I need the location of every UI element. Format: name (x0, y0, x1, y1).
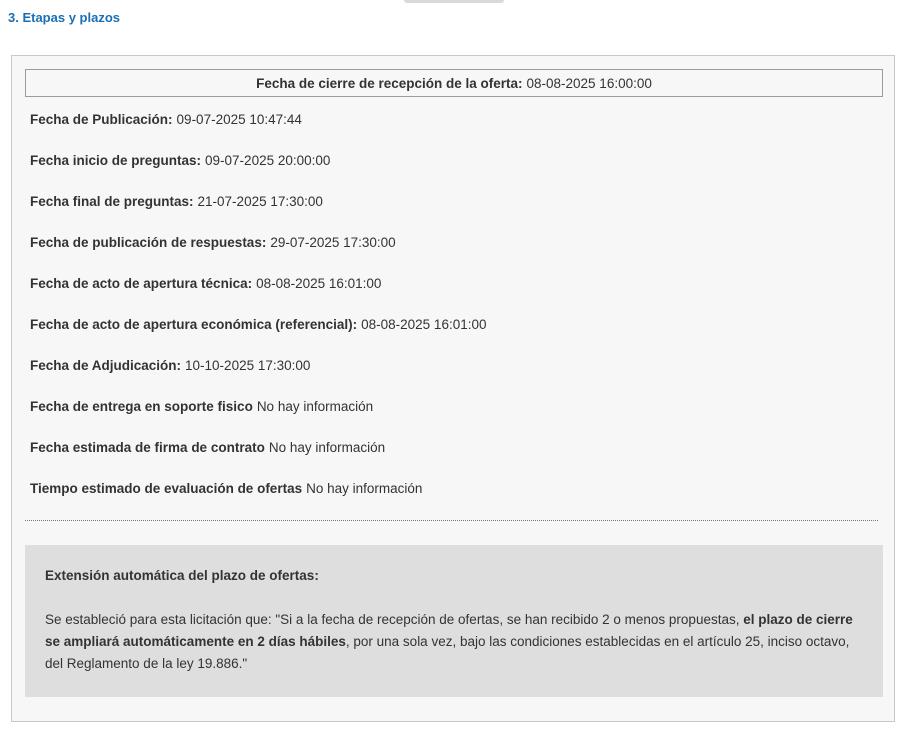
closing-date-box (25, 69, 883, 97)
date-label: Fecha de Publicación: (30, 112, 173, 127)
date-value: 21-07-2025 17:30:00 (197, 194, 323, 209)
date-label: Fecha final de preguntas: (30, 194, 194, 209)
date-value: 08-08-2025 16:01:00 (256, 276, 382, 291)
section-title: 3. Etapas y plazos (8, 10, 120, 25)
date-label: Fecha inicio de preguntas: (30, 153, 202, 168)
date-label: Tiempo estimado de evaluación de ofertas (30, 481, 303, 496)
extension-title: Extensión automática del plazo de ofertas: (45, 568, 319, 583)
date-label: Fecha de entrega en soporte fisico (30, 399, 253, 414)
extension-text-start: Se estableció para esta licitación que: "Si a la fecha de recepción de ofertas, se han recibido 2 o menos propuestas, (45, 612, 744, 627)
date-row-contract-signing (30, 439, 486, 480)
extension-text (45, 609, 863, 675)
date-value: 08-08-2025 16:01:00 (361, 317, 487, 332)
date-label: Fecha estimada de firma de contrato (30, 440, 265, 455)
date-value: 09-07-2025 20:00:00 (205, 153, 331, 168)
date-value: 29-07-2025 17:30:00 (270, 235, 396, 250)
date-row-economic-opening (30, 316, 486, 357)
date-label: Fecha de Adjudicación: (30, 358, 182, 373)
date-label: Fecha de acto de apertura económica (referencial): (30, 317, 358, 332)
date-row-award (30, 357, 486, 398)
dates-list (30, 111, 486, 521)
date-row-questions-start (30, 152, 486, 193)
date-row-evaluation-time (30, 480, 486, 521)
date-value: No hay información (306, 481, 423, 496)
date-value: No hay información (268, 440, 386, 455)
extension-text-end: , por una sola vez, bajo las condiciones establecidas en el artículo 25, inciso octavo, del Reglamento de la ley 19.886." (45, 634, 850, 671)
date-row-technical-opening (30, 275, 486, 316)
date-label: Fecha de publicación de respuestas: (30, 235, 267, 250)
closing-date-value: 08-08-2025 16:00:00 (526, 75, 652, 91)
dotted-divider (25, 520, 878, 521)
date-value: 10-10-2025 17:30:00 (185, 358, 311, 373)
auto-extension-notice (25, 545, 883, 697)
date-value: No hay información (256, 399, 374, 414)
date-label: Fecha de acto de apertura técnica: (30, 276, 253, 291)
date-row-publication (30, 111, 486, 152)
top-tab-edge (404, 0, 504, 3)
date-row-answers-publication (30, 234, 486, 275)
closing-date-label: Fecha de cierre de recepción de la oferta: (256, 75, 523, 91)
date-row-questions-end (30, 193, 486, 234)
stages-panel (11, 55, 895, 722)
extension-text-bold: el plazo de cierre se ampliará automáticamente en 2 días hábiles (45, 612, 853, 649)
date-row-physical-delivery (30, 398, 486, 439)
date-value: 09-07-2025 10:47:44 (176, 112, 302, 127)
